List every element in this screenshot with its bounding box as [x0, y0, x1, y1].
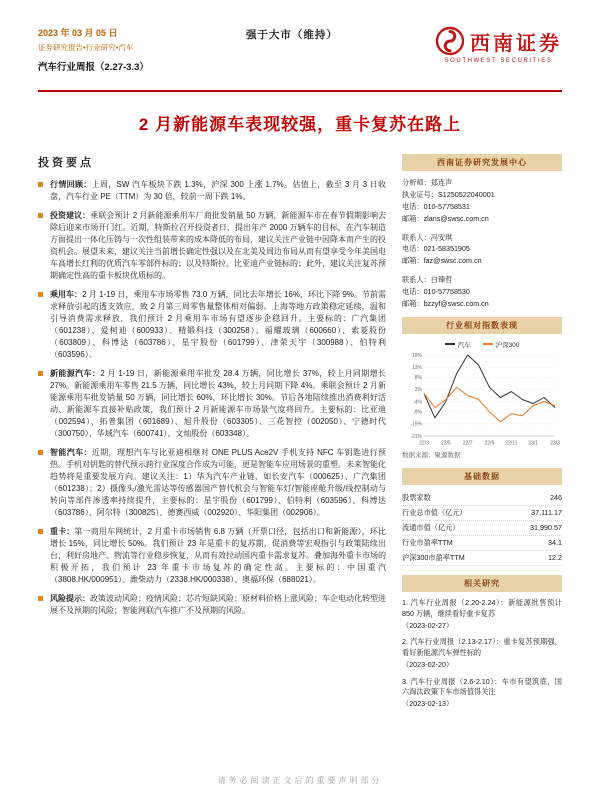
- contact-email: 邮箱：bzzyf@swsc.com.cn: [402, 298, 489, 308]
- relative-index-chart: [402, 351, 562, 447]
- svg-text:-21%: -21%: [410, 433, 422, 440]
- bullet-label: 行情回顾：: [50, 180, 92, 189]
- bullet-text: 2 月 1-19 日，新能源乘用车批发 28.4 万辆，同比增长 37%，较上月同期增长 27%。新能源乘用车零售 21.5 万辆，同比增长 43%，较上月同期下降 4%。乘联会预计 2 月新能源乘用车批发销量 50 万辆，同比增长 60%，环比增长 30%。节后各地陆续推出消费利好活动、新能源车直接补贴政策，我们预计 2 月新能源车市场景气度将回升。主要标的：比亚迪（002594）、拓普集团（601689）、旭升股份（603305）、三花智控（002050）、宁德时代（300750）、华域汽车（600741）、文灿股份（603348）。: [50, 369, 386, 438]
- logo-cn-text: 西南证券: [470, 32, 562, 55]
- related-research-item: [402, 677, 562, 710]
- rating-badge: 强于大市（维持）: [245, 29, 338, 41]
- row-label: 流通市值（亿元）: [402, 522, 460, 532]
- bullet-text: 乘联会预计 2 月新能源乘用车厂商批发销量 50 万辆，新能源车市在春节假期影响去除后迎来市场开门红。近期，特斯拉召开投资者日，提出年产 2000 万辆车的目标，在汽车制造方面提出一体化压铸与一次性组装带来的成本降低的布局，建议关注产业链中因降本而产生的投资机会。展望未来，建议关注当前增长确定性强以及在北美及周边布局从而有望享受今年美国电车高增长红利的优质汽车零部件标的；以及特斯拉、比亚迪产业链标的；此外，建议关注复苏预期确定性高的重卡板块优质标的。: [50, 211, 386, 280]
- bullet-square-icon: [38, 292, 43, 297]
- contact-person-1: [402, 232, 562, 268]
- row-value: 12.2: [548, 552, 562, 562]
- header-meta: [38, 26, 149, 90]
- bullet-text: 近期，理想汽车与比亚迪相继对 ONE PLUS Ace2V 手机支持 NFC 车钥匙进行预热。手机对钥匙的替代预示跨行业深度合作成为可能，更是智能车应用场景的重塑。未来智能化趋势将是重要发展方向。建议关注：1）华为汽车产业链，如长安汽车（000625）、广汽集团（601238）；2）摄像头/激光雷达等传感器国产替代机会与智能车灯/智能座舱升级/线控制动与转向等部件渗透率持续提升，主要标的：星宇股份（601799）、伯特利（603596）、科博达（603786）、阿尔特（300825）、德赛西威（002920）、华阳集团（002906）。: [50, 448, 386, 517]
- table-row: [402, 491, 562, 506]
- contact-line: 电话：010-57758530: [402, 287, 470, 296]
- analyst-contact: [402, 177, 562, 225]
- svg-text:2%: 2%: [414, 386, 422, 393]
- research-center-header: 西南证券研究发展中心: [402, 154, 562, 171]
- related-research-header: 相关研究: [402, 575, 562, 592]
- contact-line: 联系人：冯安琪: [402, 232, 453, 242]
- legend-item-hs300: [483, 340, 520, 349]
- related-text: 3. 汽车行业周报（2.6-2.10）：车市有望筑底，国六淘汰政策下车市场值得关注: [402, 676, 562, 697]
- svg-text:22/7: 22/7: [462, 440, 473, 447]
- main-column: [38, 154, 386, 764]
- row-label: 股票家数: [402, 492, 431, 502]
- contact-person-2: [402, 274, 562, 310]
- contact-line: 电话：010-57758531: [402, 201, 470, 211]
- bullet-investment-advice: [38, 210, 386, 282]
- contact-email: 邮箱：zlans@swsc.com.cn: [402, 213, 489, 223]
- logo-en-text: SOUTHWEST SECURITIES: [444, 58, 553, 64]
- content-area: [38, 154, 562, 764]
- svg-text:-15%: -15%: [410, 421, 422, 428]
- contact-line: 联系人：白臻哲: [402, 275, 453, 285]
- row-label: 行业市盈率TTM: [402, 537, 453, 547]
- bullet-passenger-cars: [38, 289, 386, 361]
- bullet-label: 重卡：: [50, 527, 75, 536]
- contact-email: 邮箱：faz@swsc.com.cn: [402, 256, 482, 266]
- related-date: （2023-02-27）: [402, 620, 454, 630]
- report-date: 2023 年 03 月 05 日: [38, 28, 118, 38]
- contact-line: 分析师：郑连声: [402, 178, 453, 187]
- bullet-text: 上周，SW 汽车板块下跌 1.3%，沪深 300 上涨 1.7%。估值上，截至 3 月 3 日收盘，汽车行业 PE（TTM）为 30 倍，较前一周下跌 1%。: [50, 180, 386, 201]
- svg-text:22/5: 22/5: [440, 440, 451, 447]
- legend-swatch-hs300: [483, 343, 493, 345]
- svg-text:22/3: 22/3: [419, 440, 429, 447]
- disclaimer-footer: 请务必阅读正文后的重要声明部分: [217, 776, 383, 785]
- bullet-text: 政策波动风险；疫情风险；芯片短缺风险；原材料价格上涨风险；车企电动化转型进展不及预期的风险；智能网联汽车推广不及预期的风险。: [50, 594, 386, 615]
- sidebar-column: [402, 154, 562, 764]
- bullet-nev: [38, 368, 386, 440]
- page-title: 2 月新能源车表现较强，重卡复苏在路上: [138, 115, 462, 134]
- bullet-label: 投资建议：: [50, 211, 91, 220]
- legend-label: 沪深300: [495, 341, 520, 349]
- report-category: 证券研究报告•行业研究•汽车: [38, 43, 134, 52]
- related-date: （2023-02-13）: [402, 699, 454, 709]
- bullet-market-review: [38, 179, 386, 203]
- bullet-text: 2 月 1-19 日，乘用车市场零售 73.0 万辆，同比去年增长 16%，环比下降 9%。节前需求释放引起的透支效应，致 2 月第三周零售量整体相对偏弱。上海等地方政策稳定延续，温和引导消费需求释放，我们预计 2 月乘用车市场有望逐步企稳回升。主要标的：广汽集团（601238）、爱柯迪（600933）、精锻科技（300258）、福耀玻璃（600660）、索菱股份（603809）、科博达（603786）、星宇股份（601799）、津荣天宇（300988）、伯特利（603596）。: [50, 290, 387, 359]
- bullet-square-icon: [38, 371, 43, 376]
- report-header: [38, 26, 562, 92]
- chart-data-source: 数据来源：聚源数据: [402, 451, 461, 459]
- highlights-title: 投资要点: [38, 157, 94, 169]
- related-research-item: [402, 598, 562, 631]
- legend-label: 汽车: [457, 341, 471, 349]
- table-row: [402, 536, 562, 551]
- row-label: 沪深300市盈率TTM: [402, 552, 465, 562]
- svg-text:-9%: -9%: [413, 409, 422, 416]
- contact-line: 执业证号：S1250522040001: [402, 189, 495, 199]
- legend-item-auto: [445, 340, 471, 349]
- bullet-label: 乘用车：: [50, 290, 83, 299]
- row-value: 37,111.17: [531, 507, 562, 517]
- bullet-label: 智能汽车：: [50, 448, 92, 457]
- related-research-item: [402, 637, 562, 670]
- bullet-square-icon: [38, 182, 43, 187]
- contact-line: 电话：021-58351905: [402, 244, 470, 254]
- bullet-label: 风险提示：: [50, 594, 90, 603]
- bullet-square-icon: [38, 596, 43, 601]
- row-value: 34.1: [548, 537, 562, 547]
- svg-text:19%: 19%: [411, 352, 422, 359]
- related-text: 1. 汽车行业周报（2.20-2.24）：新能源批售预计 850 万辆，继续看好重卡复苏: [402, 597, 562, 618]
- swsc-logo-icon: [435, 26, 465, 56]
- logo-row: [435, 26, 562, 56]
- row-label: 行业总市值（亿元）: [402, 507, 467, 517]
- bullet-square-icon: [38, 213, 43, 218]
- chart-legend: [402, 340, 562, 349]
- svg-text:8%: 8%: [414, 374, 422, 381]
- company-logo: [435, 26, 562, 90]
- related-date: （2023-02-20）: [402, 659, 454, 669]
- svg-text:22/9: 22/9: [484, 440, 495, 447]
- bullet-square-icon: [38, 529, 43, 534]
- svg-text:23/3: 23/3: [550, 440, 560, 447]
- bullet-square-icon: [38, 450, 43, 455]
- bullet-label: 新能源汽车：: [50, 369, 101, 378]
- report-name: 汽车行业周报（2.27-3.3）: [38, 62, 149, 73]
- row-value: 31,990.57: [530, 522, 562, 532]
- bullet-heavy-truck: [38, 526, 386, 586]
- table-row: [402, 521, 562, 536]
- basic-data-table: [402, 491, 562, 566]
- svg-text:13%: 13%: [411, 364, 422, 371]
- bullet-risk-warning: [38, 593, 386, 617]
- svg-text:23/1: 23/1: [528, 440, 539, 447]
- svg-text:-4%: -4%: [413, 399, 422, 406]
- row-value: 246: [550, 492, 562, 502]
- table-row: [402, 506, 562, 521]
- bullet-text: 第一商用车网统计，2 月重卡市场销售 6.8 万辆（开票口径，包括出口和新能源），环比增长 15%，同比增长 50%。我们预计 23 年是重卡的复苏期，促消费等宏观指引与政策陆续出台，利好房地产、物流等行业稳步恢复，从而有效拉动国内重卡需求复苏。叠加海外重卡市场的积极开拓，我们预计 23 年重卡市场复苏的确定性高。主要标的：中国重汽（3808.HK/000951）、潍柴动力（2338.HK/000338）、奥福环保（688021）。: [50, 527, 386, 584]
- bullet-smart-cars: [38, 447, 386, 519]
- related-text: 2. 汽车行业周报（2.13-2.17）：重卡复苏预期强，看好新能源汽车弹性标的: [402, 637, 562, 658]
- basic-data-header: 基础数据: [402, 468, 562, 485]
- svg-text:22/11: 22/11: [505, 440, 518, 447]
- index-performance-header: 行业相对指数表现: [402, 317, 562, 334]
- legend-swatch-auto: [445, 343, 455, 345]
- table-row: [402, 551, 562, 566]
